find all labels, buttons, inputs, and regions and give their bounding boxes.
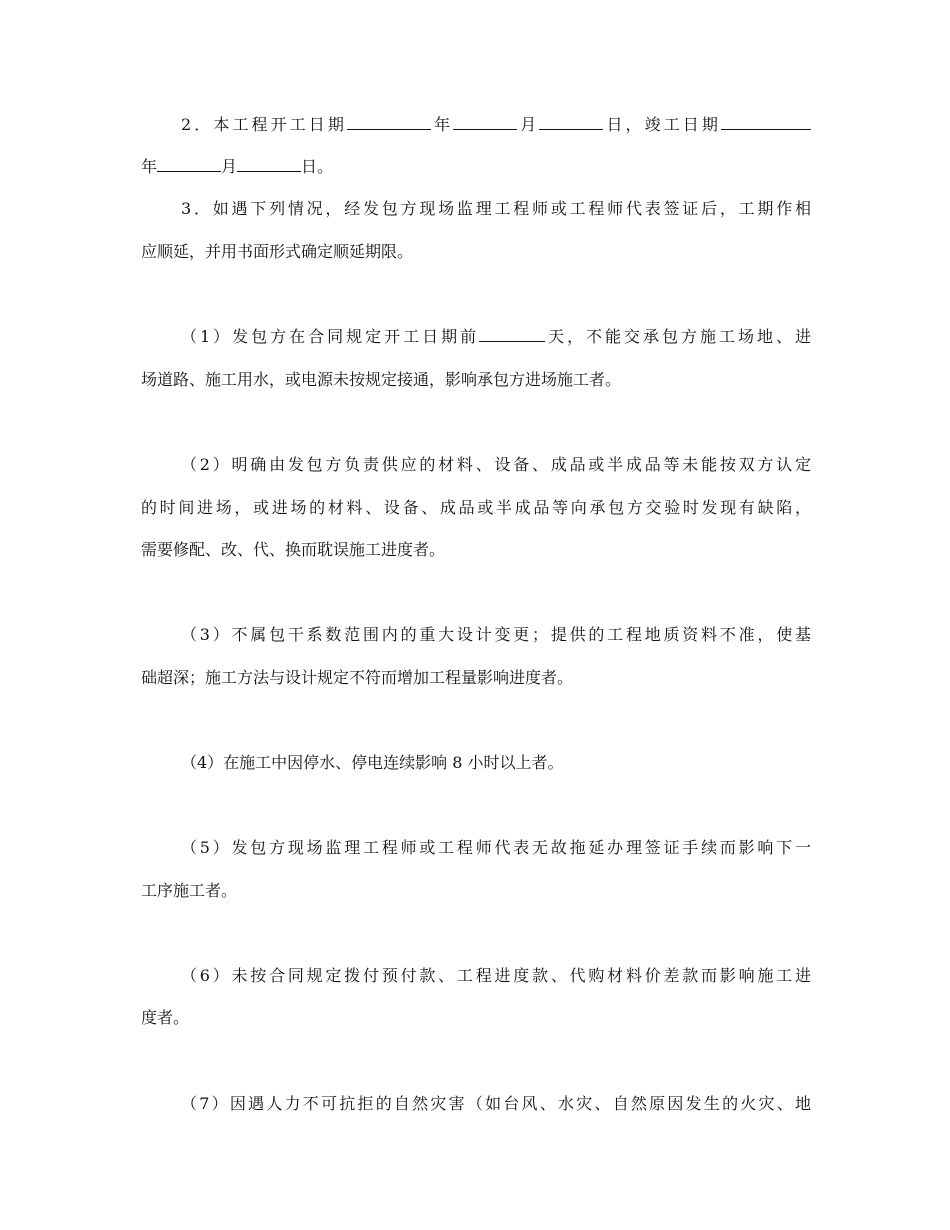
- unit-year: 年: [430, 115, 454, 134]
- item2-text-end: 日。: [301, 157, 334, 176]
- p1-text-b: 天，不能交承包方施工场地、进: [545, 327, 811, 346]
- p3-line1: （3）不属包干系数范围内的重大设计变更；提供的工程地质资料不准，使基: [181, 625, 811, 644]
- item3-line1: 3．如遇下列情况，经发包方现场监理工程师或工程师代表签证后，工期作相: [181, 199, 811, 218]
- start-day-blank: [539, 114, 603, 130]
- days-blank: [479, 326, 545, 342]
- p1-line2: 场道路、施工用水，或电源未按规定接通，影响承包方进场施工者。: [141, 370, 622, 389]
- p2-line1: （2）明确由发包方负责供应的材料、设备、成品或半成品等未能按双方认定: [181, 455, 811, 474]
- p3-line2: 础超深；施工方法与设计规定不符而增加工程量影响进度者。: [141, 668, 574, 687]
- end-year-blank: [721, 114, 811, 130]
- end-month-blank: [157, 156, 221, 172]
- p2-line3: 需要修配、改、代、换而耽误施工进度者。: [141, 540, 446, 559]
- item2-text-b: 日，竣工日期: [603, 115, 721, 134]
- p6-line1: （6）未按合同规定拨付预付款、工程进度款、代购材料价差款而影响施工进: [181, 966, 811, 985]
- unit-month-2: 月: [221, 157, 238, 176]
- item2-line2: [141, 156, 811, 178]
- item2-line1: [141, 114, 811, 136]
- start-year-blank: [347, 114, 431, 130]
- item2-text-a: 2．本工程开工日期: [181, 115, 347, 134]
- unit-year-2: 年: [141, 157, 158, 176]
- p7-line1: （7）因遇人力不可抗拒的自然灾害（如台风、水灾、自然原因发生的火灾、地: [181, 1094, 811, 1113]
- unit-month: 月: [517, 115, 540, 134]
- item3-line2: 应顺延，并用书面形式确定顺延期限。: [141, 242, 414, 261]
- p1-line1: [141, 326, 811, 348]
- p6-line2: 度者。: [141, 1008, 190, 1027]
- p4-line1: （4）在施工中因停水、停电连续影响 8 小时以上者。: [181, 753, 564, 772]
- end-day-blank: [237, 156, 301, 172]
- start-month-blank: [453, 114, 517, 130]
- p5-line1: （5）发包方现场监理工程师或工程师代表无故拖延办理签证手续而影响下一: [181, 838, 811, 857]
- p1-text-a: （1）发包方在合同规定开工日期前: [181, 327, 480, 346]
- p2-line2: 的时间进场，或进场的材料、设备、成品或半成品等向承包方交验时发现有缺陷，: [141, 498, 811, 517]
- p5-line2: 工序施工者。: [141, 881, 238, 900]
